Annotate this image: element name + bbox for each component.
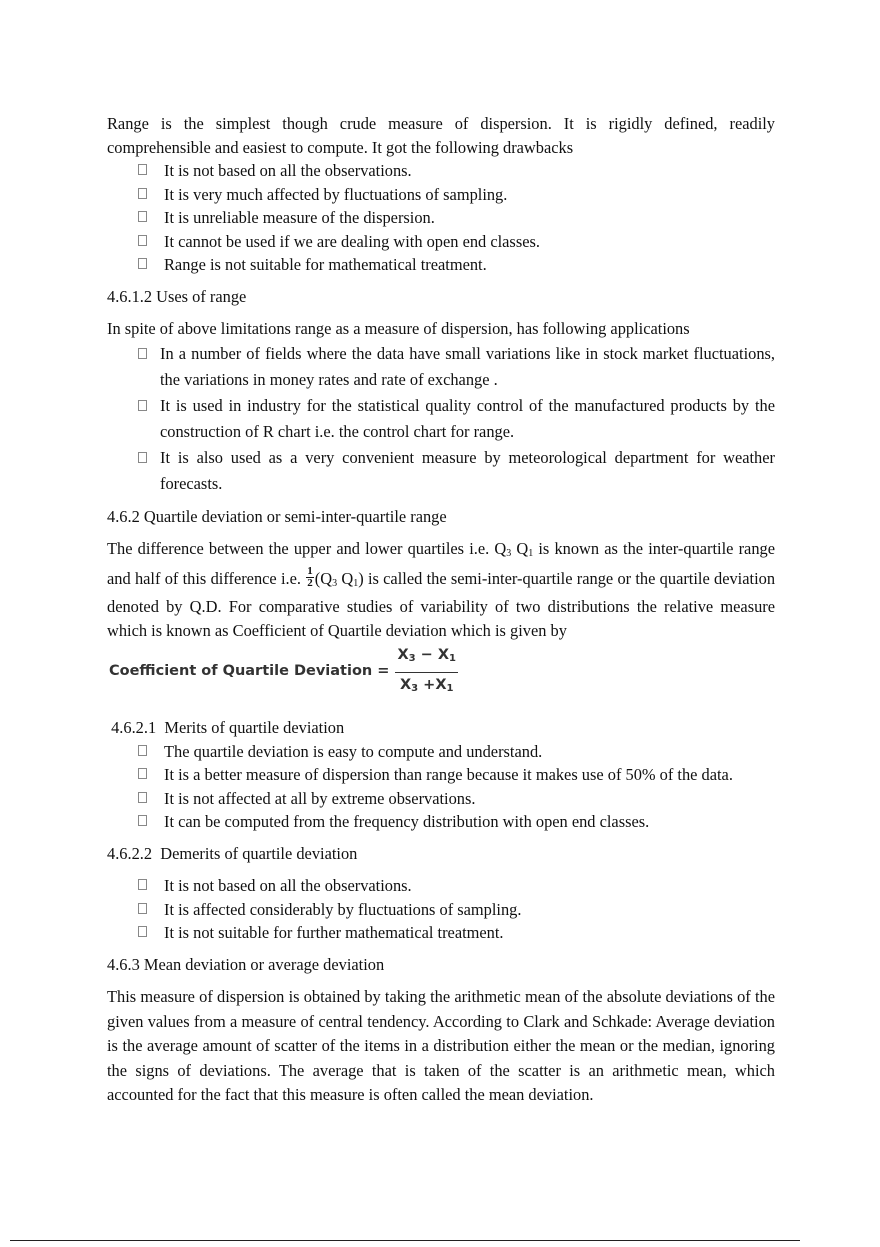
section-heading-demerits: 4.6.2.2 Demerits of quartile deviation bbox=[107, 843, 358, 863]
list-item: Range is not suitable for mathematical treatment. bbox=[107, 253, 775, 277]
formula-denominator: $X_3 +X_1$ bbox=[399, 676, 454, 694]
list-item: It is not suitable for further mathematical treatment. bbox=[107, 921, 775, 945]
list-item: It is unreliable measure of the dispersion. bbox=[107, 206, 775, 230]
formula-numerator: $X_3 - X_1$ bbox=[395, 644, 458, 673]
list-item: The quartile deviation is easy to compute and understand. bbox=[107, 740, 775, 764]
bullet-box-icon bbox=[138, 792, 147, 803]
list-item: In a number of fields where the data have small variations like in stock market fluctuations, the variations in money rates and rate of exchange . bbox=[107, 341, 775, 393]
list-item: It is affected considerably by fluctuations of sampling. bbox=[107, 898, 775, 922]
merits-list bbox=[107, 740, 775, 834]
one-half-fraction: $\frac{1}{2}$ bbox=[307, 564, 313, 589]
formula-label: Coefficient of Quartile Deviation = bbox=[109, 663, 390, 680]
coefficient-of-quartile-deviation-formula bbox=[109, 644, 775, 700]
uses-list bbox=[107, 341, 775, 497]
list-item: It cannot be used if we are dealing with open end classes. bbox=[107, 230, 775, 254]
list-item: It can be computed from the frequency distribution with open end classes. bbox=[107, 810, 775, 834]
section-heading-uses-of-range: 4.6.1.2 Uses of range bbox=[107, 286, 247, 306]
section-heading-merits: 4.6.2.1 Merits of quartile deviation bbox=[107, 718, 345, 737]
formula-fraction bbox=[395, 644, 458, 700]
bullet-box-icon bbox=[138, 815, 147, 826]
bullet-box-icon bbox=[138, 926, 147, 937]
section-heading-mean-deviation: 4.6.3 Mean deviation or average deviation bbox=[107, 954, 385, 974]
list-item: It is not based on all the observations. bbox=[107, 159, 775, 183]
bullet-box-icon bbox=[138, 211, 147, 222]
bullet-box-icon bbox=[138, 452, 147, 463]
bullet-box-icon bbox=[138, 903, 147, 914]
demerits-list bbox=[107, 874, 775, 945]
bullet-box-icon bbox=[138, 235, 147, 246]
list-item: It is a better measure of dispersion than range because it makes use of 50% of the data. bbox=[107, 763, 775, 787]
bullet-box-icon bbox=[138, 348, 147, 359]
list-item: It is also used as a very convenient measure by meteorological department for weather forecasts. bbox=[107, 445, 775, 497]
bullet-box-icon bbox=[138, 188, 147, 199]
quartile-deviation-paragraph: The difference between the upper and lower quartiles i.e. $Q_3$ $Q_1$ is known as the inter-quartile range and half of this difference i.e. $\frac{1}{2}$ ($Q_3$ $Q_1$) is called the semi-inter-quartile range or the quartile deviation denoted by Q.D. For comparative studies of variability of two distributions the relative measure which is known as Coefficient of Quartile deviation which is given by bbox=[107, 539, 776, 640]
list-item: It is not based on all the observations. bbox=[107, 874, 775, 898]
list-item: It is not affected at all by extreme observations. bbox=[107, 787, 775, 811]
uses-intro-paragraph: In spite of above limitations range as a measure of dispersion, has following applications bbox=[107, 319, 690, 338]
mean-deviation-paragraph: This measure of dispersion is obtained by taking the arithmetic mean of the absolute deviations of the given values from a measure of central tendency. According to Clark and Schkade: Average deviation is the average amount of scatter of the items in a distribution either the mean or the median, ignoring the signs of deviations. The average that is taken of the scatter is an arithmetic mean, which accounted for the fact that this measure is often called the mean deviation. bbox=[107, 987, 775, 1104]
bullet-box-icon bbox=[138, 400, 147, 411]
bullet-box-icon bbox=[138, 879, 147, 890]
section-heading-quartile-deviation: 4.6.2 Quartile deviation or semi-inter-quartile range bbox=[107, 506, 447, 526]
list-item: It is very much affected by fluctuations of sampling. bbox=[107, 183, 775, 207]
bullet-box-icon bbox=[138, 768, 147, 779]
bullet-box-icon bbox=[138, 164, 147, 175]
list-item: It is used in industry for the statistical quality control of the manufactured products by the construction of R chart i.e. the control chart for range. bbox=[107, 393, 775, 445]
footer-divider bbox=[10, 1240, 800, 1241]
document-page bbox=[107, 112, 775, 1108]
range-drawbacks-list bbox=[107, 159, 775, 277]
bullet-box-icon bbox=[138, 258, 147, 269]
bullet-box-icon bbox=[138, 745, 147, 756]
range-intro-paragraph: Range is the simplest though crude measure of dispersion. It is rigidly defined, readily comprehensible and easiest to compute. It got the following drawbacks bbox=[107, 114, 775, 157]
